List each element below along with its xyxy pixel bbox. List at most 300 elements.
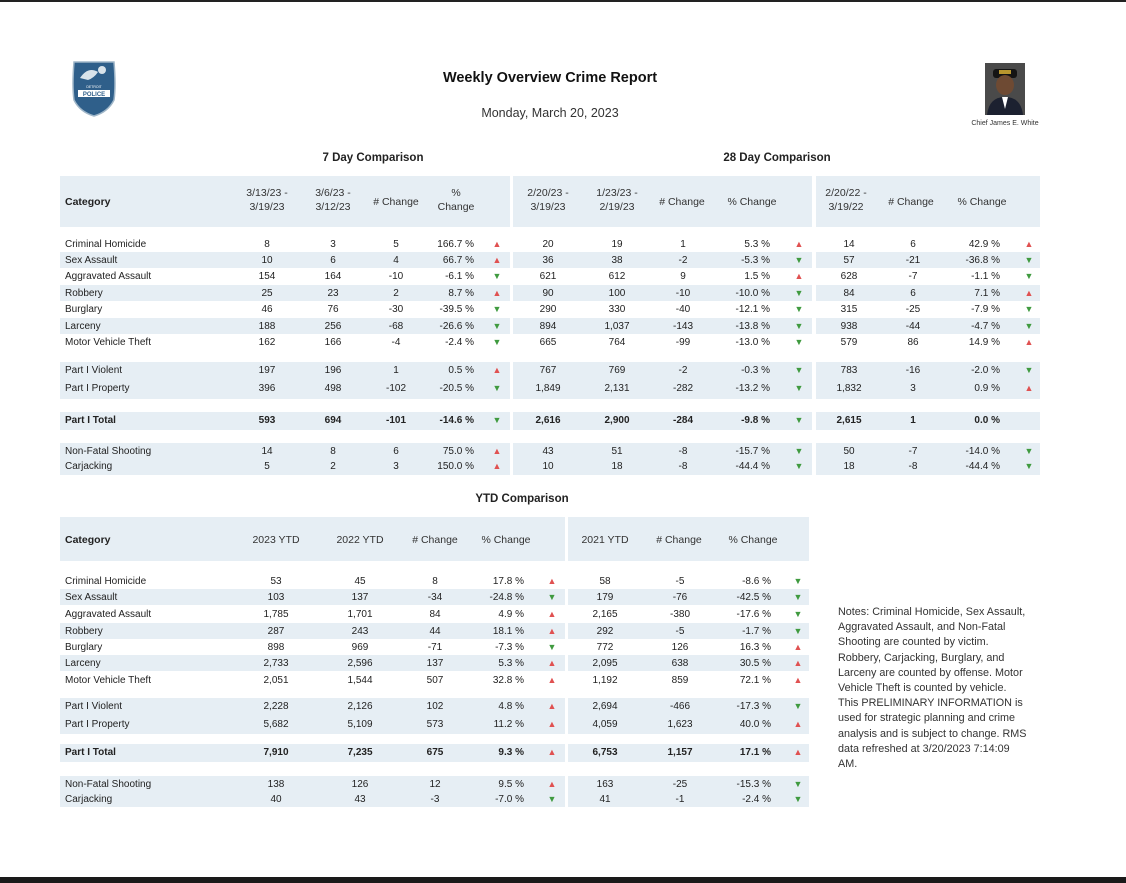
cell-yoy-pct: -36.8 % (965, 255, 1000, 266)
up-arrow-icon: ▲ (492, 239, 502, 249)
cell-7day-prior: 2 (330, 461, 336, 472)
cell-ytd-pct: 4.9 % (498, 609, 524, 620)
cell-2023-ytd: 40 (270, 794, 282, 805)
row-category-label: Criminal Homicide (65, 576, 147, 587)
cell-ytd-change: 675 (426, 747, 444, 758)
cell-ytd-change: 137 (426, 658, 444, 669)
cell-2022-ytd: 7,235 (347, 747, 373, 758)
down-arrow-icon: ▼ (1024, 271, 1034, 281)
header-change-count: # Change (373, 196, 419, 208)
cell-28day-prior: 612 (608, 271, 626, 282)
cell-2021-pct: 17.1 % (739, 747, 771, 758)
cell-yoy-change: -44 (905, 321, 921, 332)
cell-prior-year: 50 (843, 446, 855, 457)
cell-yoy-change: 6 (910, 239, 916, 250)
up-arrow-icon: ▲ (547, 609, 557, 619)
cell-prior-year: 1,832 (836, 383, 862, 394)
cell-28day-pct: -13.8 % (735, 321, 770, 332)
cell-7day-pct: -20.5 % (439, 383, 474, 394)
cell-2021-pct: -8.6 % (742, 576, 771, 587)
top-border (0, 0, 1126, 2)
report-title: Weekly Overview Crime Report (442, 70, 658, 86)
down-arrow-icon: ▼ (793, 626, 803, 636)
cell-2021-pct: 40.0 % (739, 719, 771, 730)
cell-7day-prior: 498 (324, 383, 342, 394)
cell-28day-current: 36 (542, 255, 554, 266)
cell-yoy-pct: -2.0 % (971, 365, 1000, 376)
cell-ytd-change: 102 (426, 701, 444, 712)
down-arrow-icon: ▼ (793, 701, 803, 711)
cell-2021-pct: -2.4 % (742, 794, 771, 805)
cell-2021-change: -5 (675, 576, 685, 587)
cell-7day-pct: -26.6 % (439, 321, 474, 332)
notes-text: Notes: Criminal Homicide, Sex Assault, Aggravated Assault, and Non-Fatal Shooting are counted by victim. Robbery, Carjacking, Burglary, and Larceny are counted by offense. Motor Vehicle Theft is counted by vehicle. This PRELIMINARY INFORMATION is used for strategic planning and crime analysis and is subject to change. RMS data refreshed at 3/20/2023 7:14:09 AM. (838, 606, 1027, 771)
row-category-label: Burglary (65, 304, 103, 315)
cell-ytd-change: -34 (427, 592, 443, 603)
row-category-label: Burglary (65, 642, 103, 653)
cell-2021-ytd: 2,165 (592, 609, 618, 620)
cell-7day-current: 46 (261, 304, 273, 315)
cell-7day-current: 188 (258, 321, 276, 332)
cell-2021-ytd: 4,059 (592, 719, 618, 730)
cell-2021-ytd: 179 (596, 592, 614, 603)
cell-7day-prior: 23 (327, 288, 339, 299)
header-28day-change-count: # Change (659, 196, 705, 208)
cell-2021-pct: -42.5 % (736, 592, 771, 603)
cell-28day-prior: 2,900 (604, 415, 630, 426)
down-arrow-icon: ▼ (794, 365, 804, 375)
bottom-border (0, 877, 1126, 883)
up-arrow-icon: ▲ (793, 719, 803, 729)
row-category-label: Non-Fatal Shooting (65, 779, 152, 790)
up-arrow-icon: ▲ (547, 719, 557, 729)
cell-prior-year: 84 (843, 288, 855, 299)
cell-7day-current: 25 (261, 288, 273, 299)
down-arrow-icon: ▼ (1024, 365, 1034, 375)
up-arrow-icon: ▲ (794, 239, 804, 249)
cell-ytd-pct: 4.8 % (498, 701, 524, 712)
cell-28day-prior: 764 (608, 337, 626, 348)
cell-yoy-pct: -1.1 % (971, 271, 1000, 282)
up-arrow-icon: ▲ (1024, 239, 1034, 249)
cell-2022-ytd: 1,701 (347, 609, 373, 620)
cell-prior-year: 315 (840, 304, 858, 315)
cell-28day-current: 43 (542, 446, 554, 457)
down-arrow-icon: ▼ (1024, 255, 1034, 265)
cell-2021-ytd: 1,192 (592, 675, 618, 686)
cell-ytd-pct: 5.3 % (498, 658, 524, 669)
cell-28day-pct: -10.0 % (735, 288, 770, 299)
cell-2021-ytd: 41 (599, 794, 611, 805)
cell-2021-change: -1 (675, 794, 685, 805)
header-28day-change-pct: % Change (727, 196, 777, 208)
cell-7day-current: 593 (258, 415, 276, 426)
cell-yoy-change: -8 (908, 461, 918, 472)
header-2022-ytd: 2022 YTD (336, 534, 384, 546)
header-2021-ytd: 2021 YTD (581, 534, 629, 546)
cell-yoy-pct: 0.0 % (974, 415, 1000, 426)
cell-7day-prior: 694 (324, 415, 342, 426)
cell-2022-ytd: 43 (354, 794, 366, 805)
cell-yoy-change: 6 (910, 288, 916, 299)
down-arrow-icon: ▼ (547, 794, 557, 804)
cell-7day-prior: 8 (330, 446, 336, 457)
cell-7day-change: 4 (393, 255, 399, 266)
cell-2022-ytd: 45 (354, 576, 366, 587)
row-category-label: Part I Violent (65, 701, 123, 712)
down-arrow-icon: ▼ (492, 304, 502, 314)
chief-portrait (985, 63, 1025, 115)
row-category-label: Part I Property (65, 383, 130, 394)
cell-28day-current: 290 (539, 304, 557, 315)
cell-28day-prior: 51 (611, 446, 623, 457)
up-arrow-icon: ▲ (1024, 288, 1034, 298)
down-arrow-icon: ▼ (793, 609, 803, 619)
cell-28day-pct: -0.3 % (741, 365, 770, 376)
cell-2021-change: 859 (671, 675, 689, 686)
up-arrow-icon: ▲ (547, 658, 557, 668)
up-arrow-icon: ▲ (547, 701, 557, 711)
header-ytd-change-pct: % Change (481, 534, 531, 546)
cell-7day-pct: -2.4 % (445, 337, 474, 348)
down-arrow-icon: ▼ (1024, 304, 1034, 314)
cell-2023-ytd: 2,051 (263, 675, 289, 686)
row-category-label: Carjacking (65, 461, 113, 472)
cell-yoy-pct: -4.7 % (971, 321, 1000, 332)
cell-28day-current: 1,849 (535, 383, 561, 394)
down-arrow-icon: ▼ (1024, 461, 1034, 471)
cell-prior-year: 57 (843, 255, 855, 266)
cell-7day-change: -10 (388, 271, 404, 282)
cell-28day-change: -40 (675, 304, 691, 315)
cell-7day-prior: 76 (327, 304, 339, 315)
cell-2022-ytd: 5,109 (347, 719, 373, 730)
chief-caption: Chief James E. White (971, 120, 1039, 127)
cell-7day-change: -68 (388, 321, 404, 332)
cell-ytd-pct: 18.1 % (492, 626, 524, 637)
cell-7day-change: 1 (393, 365, 399, 376)
cell-28day-current: 894 (539, 321, 557, 332)
cell-28day-pct: 5.3 % (744, 239, 770, 250)
cell-2021-ytd: 292 (596, 626, 614, 637)
cell-28day-pct: -13.2 % (735, 383, 770, 394)
cell-2023-ytd: 898 (267, 642, 285, 653)
cell-28day-prior: 100 (608, 288, 626, 299)
cell-2021-change: 1,157 (667, 747, 693, 758)
down-arrow-icon: ▼ (793, 779, 803, 789)
cell-7day-current: 162 (258, 337, 276, 348)
cell-7day-current: 5 (264, 461, 270, 472)
cell-yoy-pct: 0.9 % (974, 383, 1000, 394)
down-arrow-icon: ▼ (794, 461, 804, 471)
cell-yoy-change: -25 (905, 304, 921, 315)
cell-2023-ytd: 7,910 (263, 747, 289, 758)
cell-2022-ytd: 2,596 (347, 658, 373, 669)
cell-28day-change: -284 (672, 415, 693, 426)
cell-2023-ytd: 2,228 (263, 701, 289, 712)
cell-2023-ytd: 138 (267, 779, 285, 790)
cell-2021-ytd: 772 (596, 642, 614, 653)
cell-ytd-change: 44 (429, 626, 441, 637)
up-arrow-icon: ▲ (547, 576, 557, 586)
cell-2021-pct: -17.3 % (736, 701, 771, 712)
cell-7day-change: 5 (393, 239, 399, 250)
cell-2023-ytd: 2,733 (263, 658, 289, 669)
up-arrow-icon: ▲ (794, 271, 804, 281)
header-period-current: 3/13/23 - 3/19/23 (246, 187, 288, 213)
cell-2022-ytd: 243 (351, 626, 369, 637)
cell-7day-current: 154 (258, 271, 276, 282)
cell-2021-change: -76 (672, 592, 688, 603)
cell-yoy-change: -7 (908, 271, 918, 282)
up-arrow-icon: ▲ (793, 658, 803, 668)
down-arrow-icon: ▼ (794, 383, 804, 393)
cell-ytd-change: 507 (426, 675, 444, 686)
row-category-label: Part I Violent (65, 365, 123, 376)
cell-2021-change: -380 (669, 609, 690, 620)
down-arrow-icon: ▼ (794, 321, 804, 331)
down-arrow-icon: ▼ (793, 576, 803, 586)
header-yoy-change-pct: % Change (957, 196, 1007, 208)
cell-28day-prior: 38 (611, 255, 623, 266)
cell-yoy-change: 3 (910, 383, 916, 394)
cell-2021-pct: 30.5 % (739, 658, 771, 669)
down-arrow-icon: ▼ (794, 288, 804, 298)
cell-7day-prior: 164 (324, 271, 342, 282)
cell-yoy-pct: -44.4 % (965, 461, 1000, 472)
cell-28day-change: -282 (672, 383, 693, 394)
cell-ytd-pct: 11.2 % (493, 719, 524, 730)
cell-2023-ytd: 103 (267, 592, 285, 603)
cell-2021-pct: -1.7 % (742, 626, 771, 637)
cell-ytd-change: 84 (429, 609, 441, 620)
row-category-label: Motor Vehicle Theft (65, 675, 151, 686)
cell-2023-ytd: 5,682 (263, 719, 289, 730)
cell-ytd-change: 8 (432, 576, 438, 587)
cell-2022-ytd: 126 (351, 779, 369, 790)
cell-28day-current: 767 (539, 365, 557, 376)
cell-prior-year: 18 (843, 461, 855, 472)
cell-yoy-change: -7 (908, 446, 918, 457)
down-arrow-icon: ▼ (492, 383, 502, 393)
cell-7day-change: -102 (385, 383, 406, 394)
row-category-label: Motor Vehicle Theft (65, 337, 151, 348)
down-arrow-icon: ▼ (793, 794, 803, 804)
up-arrow-icon: ▲ (1024, 337, 1034, 347)
cell-7day-pct: -6.1 % (445, 271, 474, 282)
header-2021-change-pct: % Change (728, 534, 778, 546)
cell-7day-current: 10 (261, 255, 273, 266)
header-period-prior: 3/6/23 - 3/12/23 (315, 187, 351, 213)
cell-prior-year: 938 (840, 321, 858, 332)
cell-28day-change: -2 (678, 255, 688, 266)
down-arrow-icon: ▼ (794, 255, 804, 265)
cell-7day-pct: 66.7 % (442, 255, 474, 266)
down-arrow-icon: ▼ (492, 321, 502, 331)
cell-7day-prior: 196 (324, 365, 342, 376)
header-28day-prior: 1/23/23 - 2/19/23 (596, 187, 638, 213)
cell-7day-pct: 166.7 % (437, 239, 474, 250)
up-arrow-icon: ▲ (547, 747, 557, 757)
cell-28day-pct: -15.7 % (735, 446, 770, 457)
cell-7day-change: -101 (385, 415, 406, 426)
cell-28day-current: 665 (539, 337, 557, 348)
header-ytd-change-count: # Change (412, 534, 458, 546)
down-arrow-icon: ▼ (1024, 446, 1034, 456)
cell-yoy-change: 1 (910, 415, 916, 426)
header-change-pct: % Change (437, 187, 475, 213)
cell-ytd-pct: 17.8 % (492, 576, 524, 587)
up-arrow-icon: ▲ (547, 675, 557, 685)
cell-2021-pct: 72.1 % (739, 675, 771, 686)
cell-7day-pct: 8.7 % (448, 288, 474, 299)
cell-28day-pct: -5.3 % (741, 255, 770, 266)
cell-7day-pct: 150.0 % (437, 461, 474, 472)
cell-7day-pct: 0.5 % (448, 365, 474, 376)
cell-28day-current: 90 (542, 288, 554, 299)
row-category-label: Larceny (65, 658, 101, 669)
up-arrow-icon: ▲ (492, 365, 502, 375)
cell-ytd-change: 573 (426, 719, 444, 730)
cell-28day-change: 1 (680, 239, 686, 250)
row-category-label: Part I Property (65, 719, 130, 730)
cell-ytd-change: 12 (429, 779, 441, 790)
seven-day-title: 7 Day Comparison (322, 152, 424, 164)
up-arrow-icon: ▲ (793, 747, 803, 757)
row-category-label: Robbery (65, 288, 103, 299)
cell-28day-pct: 1.5 % (744, 271, 770, 282)
header-2021-change-count: # Change (656, 534, 702, 546)
cell-7day-current: 8 (264, 239, 270, 250)
cell-prior-year: 783 (840, 365, 858, 376)
twenty-eight-day-title: 28 Day Comparison (723, 152, 831, 164)
up-arrow-icon: ▲ (1024, 383, 1034, 393)
cell-28day-current: 2,616 (535, 415, 561, 426)
up-arrow-icon: ▲ (547, 779, 557, 789)
cell-2022-ytd: 2,126 (347, 701, 373, 712)
cell-28day-change: 9 (680, 271, 686, 282)
down-arrow-icon: ▼ (1024, 321, 1034, 331)
cell-28day-prior: 1,037 (604, 321, 630, 332)
cell-prior-year: 14 (843, 239, 855, 250)
row-category-label: Sex Assault (65, 255, 118, 266)
header-2023-ytd: 2023 YTD (252, 534, 300, 546)
cell-28day-pct: -9.8 % (741, 415, 770, 426)
header-category: Category (65, 534, 111, 546)
cell-ytd-pct: 32.8 % (492, 675, 524, 686)
header-category: Category (65, 196, 111, 208)
cell-prior-year: 579 (840, 337, 858, 348)
up-arrow-icon: ▲ (547, 626, 557, 636)
cell-28day-prior: 2,131 (604, 383, 630, 394)
row-category-label: Aggravated Assault (65, 271, 152, 282)
header-prior-year: 2/20/22 - 3/19/22 (825, 187, 867, 213)
cell-2021-change: 638 (671, 658, 689, 669)
cell-2023-ytd: 53 (270, 576, 282, 587)
cell-28day-prior: 769 (608, 365, 626, 376)
cell-yoy-change: 86 (907, 337, 919, 348)
down-arrow-icon: ▼ (794, 415, 804, 425)
cell-7day-pct: -14.6 % (439, 415, 474, 426)
cell-7day-current: 396 (258, 383, 276, 394)
police-badge-logo (68, 56, 120, 118)
cell-7day-change: 2 (393, 288, 399, 299)
cell-2022-ytd: 969 (351, 642, 369, 653)
down-arrow-icon: ▼ (547, 592, 557, 602)
cell-2021-pct: -15.3 % (736, 779, 771, 790)
cell-28day-pct: -12.1 % (735, 304, 770, 315)
cell-7day-prior: 6 (330, 255, 336, 266)
cell-prior-year: 628 (840, 271, 858, 282)
cell-7day-prior: 166 (324, 337, 342, 348)
row-category-label: Larceny (65, 321, 101, 332)
cell-28day-prior: 18 (611, 461, 623, 472)
row-category-label: Part I Total (65, 415, 116, 426)
cell-2021-ytd: 2,694 (592, 701, 618, 712)
cell-28day-change: -2 (678, 365, 688, 376)
cell-7day-pct: -39.5 % (439, 304, 474, 315)
up-arrow-icon: ▲ (492, 288, 502, 298)
cell-7day-change: 6 (393, 446, 399, 457)
cell-2023-ytd: 1,785 (263, 609, 289, 620)
cell-2022-ytd: 137 (351, 592, 369, 603)
cell-28day-current: 20 (542, 239, 554, 250)
cell-28day-change: -8 (678, 461, 688, 472)
cell-yoy-pct: -7.9 % (971, 304, 1000, 315)
cell-7day-prior: 256 (324, 321, 342, 332)
ytd-title: YTD Comparison (475, 493, 569, 505)
up-arrow-icon: ▲ (492, 446, 502, 456)
down-arrow-icon: ▼ (794, 337, 804, 347)
row-category-label: Carjacking (65, 794, 113, 805)
down-arrow-icon: ▼ (492, 337, 502, 347)
logo-police-text: POLICE (82, 92, 106, 98)
logo-city-text: DETROIT (86, 85, 102, 89)
cell-28day-pct: -13.0 % (735, 337, 770, 348)
cell-2021-ytd: 58 (599, 576, 611, 587)
down-arrow-icon: ▼ (794, 304, 804, 314)
cell-yoy-pct: 14.9 % (968, 337, 1000, 348)
cell-2021-pct: -17.6 % (736, 609, 771, 620)
cell-7day-current: 197 (258, 365, 276, 376)
cell-ytd-change: -71 (427, 642, 443, 653)
row-category-label: Aggravated Assault (65, 609, 152, 620)
down-arrow-icon: ▼ (793, 592, 803, 602)
cell-28day-prior: 330 (608, 304, 626, 315)
up-arrow-icon: ▲ (492, 255, 502, 265)
cell-2021-pct: 16.3 % (739, 642, 771, 653)
cell-28day-pct: -44.4 % (735, 461, 770, 472)
cell-28day-change: -10 (675, 288, 691, 299)
cell-yoy-change: -16 (905, 365, 921, 376)
cell-28day-current: 621 (539, 271, 557, 282)
cell-ytd-pct: 9.3 % (498, 747, 524, 758)
cell-2022-ytd: 1,544 (347, 675, 373, 686)
up-arrow-icon: ▲ (492, 461, 502, 471)
cell-2021-ytd: 163 (596, 779, 614, 790)
cell-28day-prior: 19 (611, 239, 623, 250)
cell-2021-change: -25 (672, 779, 688, 790)
cell-2023-ytd: 287 (267, 626, 285, 637)
cell-2021-change: 1,623 (667, 719, 693, 730)
cell-7day-prior: 3 (330, 239, 336, 250)
down-arrow-icon: ▼ (794, 446, 804, 456)
cell-7day-current: 14 (261, 446, 273, 457)
down-arrow-icon: ▼ (492, 415, 502, 425)
row-category-label: Sex Assault (65, 592, 118, 603)
cell-7day-pct: 75.0 % (442, 446, 474, 457)
cell-yoy-change: -21 (905, 255, 921, 266)
